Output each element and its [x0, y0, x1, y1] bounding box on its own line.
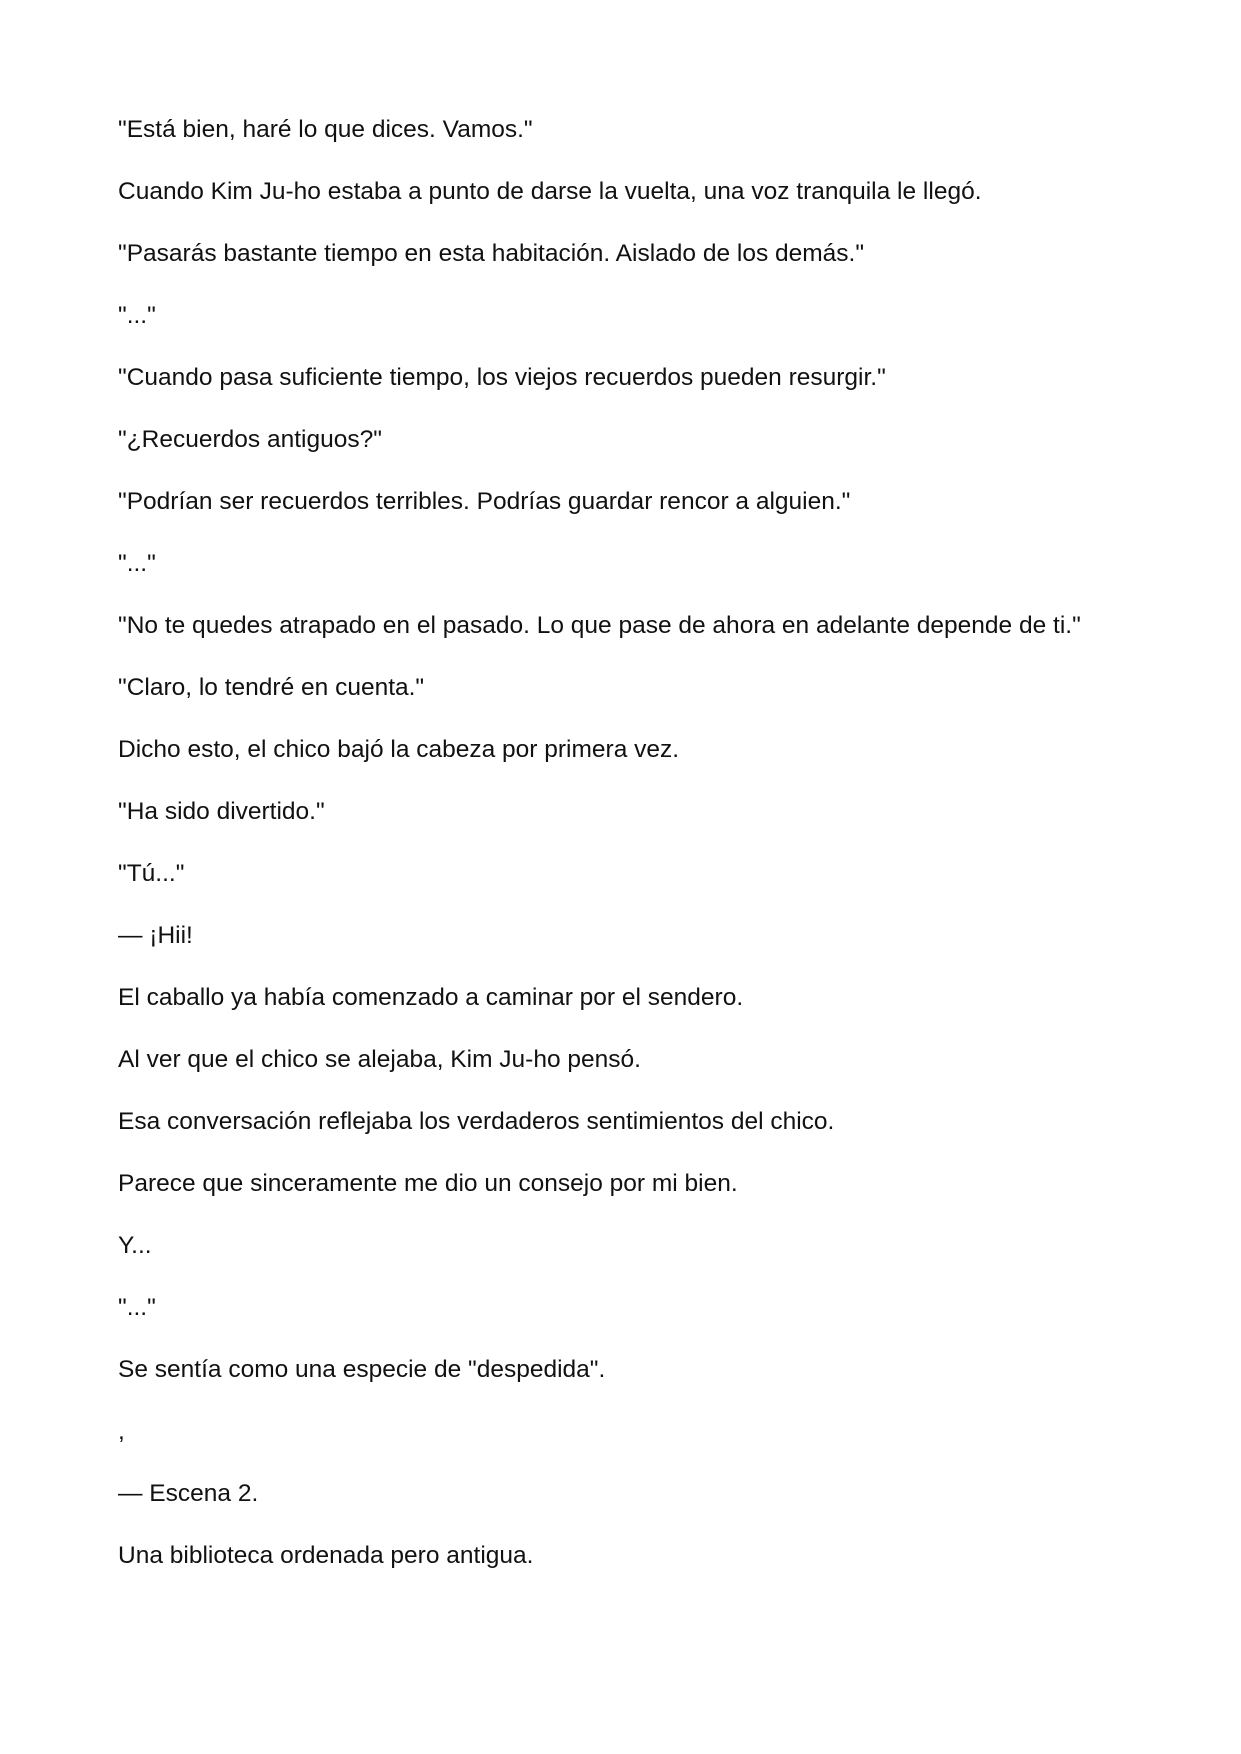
paragraph: "Cuando pasa suficiente tiempo, los viejos recuerdos pueden resurgir." [118, 364, 886, 391]
paragraph: Dicho esto, el chico bajó la cabeza por primera vez. [118, 736, 680, 763]
paragraph: Parece que sinceramente me dio un consejo por mi bien. [118, 1170, 738, 1197]
paragraph: Al ver que el chico se alejaba, Kim Ju-ho pensó. [118, 1046, 641, 1073]
paragraph: Una biblioteca ordenada pero antigua. [118, 1542, 534, 1569]
document-body [118, 114, 1138, 1602]
paragraph: , [118, 1418, 125, 1445]
paragraph: "Ha sido divertido." [118, 798, 325, 825]
paragraph: "¿Recuerdos antiguos?" [118, 426, 382, 453]
paragraph: "..." [118, 550, 156, 577]
paragraph: Y... [118, 1232, 152, 1259]
paragraph: "Podrían ser recuerdos terribles. Podrías guardar rencor a alguien." [118, 488, 851, 515]
paragraph: Esa conversación reflejaba los verdaderos sentimientos del chico. [118, 1108, 835, 1135]
paragraph: — Escena 2. [118, 1480, 259, 1507]
paragraph: "..." [118, 302, 156, 329]
paragraph: "..." [118, 1294, 156, 1321]
paragraph: El caballo ya había comenzado a caminar por el sendero. [118, 984, 744, 1011]
paragraph: "No te quedes atrapado en el pasado. Lo que pase de ahora en adelante depende de ti." [118, 612, 1081, 639]
paragraph: "Tú..." [118, 860, 185, 887]
paragraph: "Pasarás bastante tiempo en esta habitación. Aislado de los demás." [118, 240, 865, 267]
paragraph: Cuando Kim Ju-ho estaba a punto de darse la vuelta, una voz tranquila le llegó. [118, 178, 982, 205]
paragraph: "Claro, lo tendré en cuenta." [118, 674, 425, 701]
paragraph: Se sentía como una especie de "despedida". [118, 1356, 606, 1383]
paragraph: "Está bien, haré lo que dices. Vamos." [118, 116, 533, 143]
paragraph: — ¡Hii! [118, 922, 193, 949]
